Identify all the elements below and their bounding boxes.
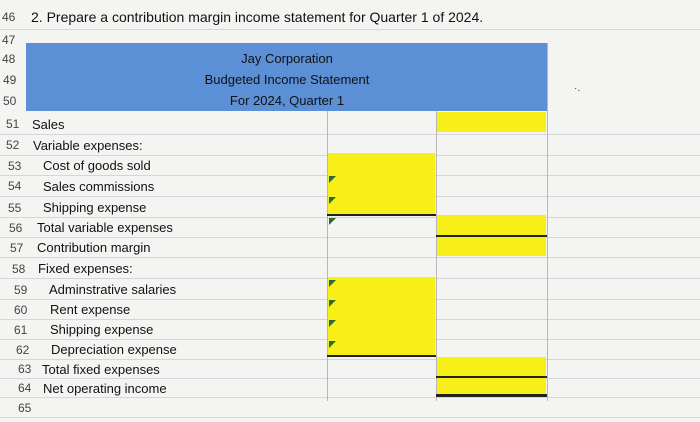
- line-item-label[interactable]: Variable expenses:: [33, 137, 143, 153]
- total-variable-expenses-input-cell[interactable]: [437, 215, 546, 235]
- row-number: 59: [14, 282, 28, 297]
- error-indicator-icon[interactable]: [329, 280, 336, 287]
- variable-expense-input-cells[interactable]: [328, 153, 435, 215]
- fixed-expense-input-cells[interactable]: [328, 277, 435, 356]
- row-number: 52: [6, 138, 20, 152]
- line-item-label[interactable]: Rent expense: [50, 302, 131, 317]
- error-indicator-icon[interactable]: [329, 341, 336, 348]
- error-indicator-icon[interactable]: [329, 197, 336, 204]
- sheet-row: [0, 90, 700, 111]
- line-item-label[interactable]: Total fixed expenses: [42, 361, 160, 377]
- error-indicator-icon[interactable]: [329, 176, 336, 183]
- row-number: 48: [2, 51, 16, 66]
- line-item-label[interactable]: Sales commissions: [43, 178, 155, 194]
- line-item-label[interactable]: Total variable expenses: [37, 220, 173, 235]
- net-operating-income-input-cell[interactable]: [437, 377, 546, 395]
- sheet-row: [0, 259, 700, 279]
- line-item-label[interactable]: Shipping expense: [50, 322, 154, 337]
- row-number: 57: [10, 240, 24, 255]
- cell-border: [327, 214, 436, 216]
- row-number: 54: [8, 179, 22, 193]
- sheet-row: [0, 360, 700, 379]
- statement-title: Budgeted Income Statement: [204, 72, 370, 87]
- sheet-row: [0, 5, 700, 30]
- instruction-text[interactable]: 2. Prepare a contribution margin income statement for Quarter 1 of 2024.: [31, 9, 484, 25]
- row-number: 51: [6, 117, 20, 131]
- sheet-row: [0, 50, 700, 67]
- row-number: 60: [14, 302, 28, 317]
- cell-border: [436, 376, 547, 378]
- row-number: 56: [9, 220, 23, 235]
- company-name: Jay Corporation: [241, 51, 333, 66]
- cell-border: [436, 394, 547, 397]
- column-divider: [547, 43, 548, 401]
- error-indicator-icon[interactable]: [329, 218, 336, 225]
- row-number: 63: [18, 362, 32, 376]
- line-item-label[interactable]: Sales: [32, 116, 65, 132]
- sheet-row: [0, 379, 700, 398]
- row-number: 46: [2, 10, 16, 24]
- line-item-label[interactable]: Fixed expenses:: [38, 261, 133, 276]
- sheet-row: [0, 238, 700, 258]
- row-number: 50: [3, 93, 17, 108]
- row-number: 49: [3, 73, 17, 87]
- sheet-row: [0, 114, 700, 135]
- contribution-margin-input-cell[interactable]: [437, 236, 546, 256]
- row-number: 47: [2, 32, 16, 47]
- statement-period: For 2024, Quarter 1: [229, 93, 345, 108]
- line-item-label[interactable]: Cost of goods sold: [43, 158, 151, 173]
- sheet-row: [0, 30, 700, 49]
- row-number: 64: [18, 381, 32, 395]
- sales-input-cell[interactable]: [437, 112, 546, 132]
- row-number: 53: [8, 158, 22, 173]
- line-item-label[interactable]: Net operating income: [43, 380, 167, 396]
- sheet-row: [0, 70, 700, 90]
- line-item-label[interactable]: Adminstrative salaries: [49, 282, 177, 297]
- row-number: 55: [8, 200, 22, 215]
- sheet-row: [0, 218, 700, 238]
- line-item-label[interactable]: Shipping expense: [43, 200, 147, 215]
- row-number: 62: [16, 342, 30, 357]
- line-item-label[interactable]: Contribution margin: [37, 240, 151, 255]
- total-fixed-expenses-input-cell[interactable]: [437, 357, 546, 376]
- sheet-row: [0, 398, 700, 418]
- error-indicator-icon[interactable]: [329, 300, 336, 307]
- row-number: 58: [12, 261, 26, 276]
- stray-marks: ·.: [574, 83, 581, 94]
- row-number: 61: [14, 322, 28, 337]
- cell-border: [327, 355, 436, 357]
- line-item-label[interactable]: Depreciation expense: [51, 342, 177, 357]
- row-number: 65: [18, 400, 32, 415]
- cell-border: [436, 235, 547, 237]
- error-indicator-icon[interactable]: [329, 320, 336, 327]
